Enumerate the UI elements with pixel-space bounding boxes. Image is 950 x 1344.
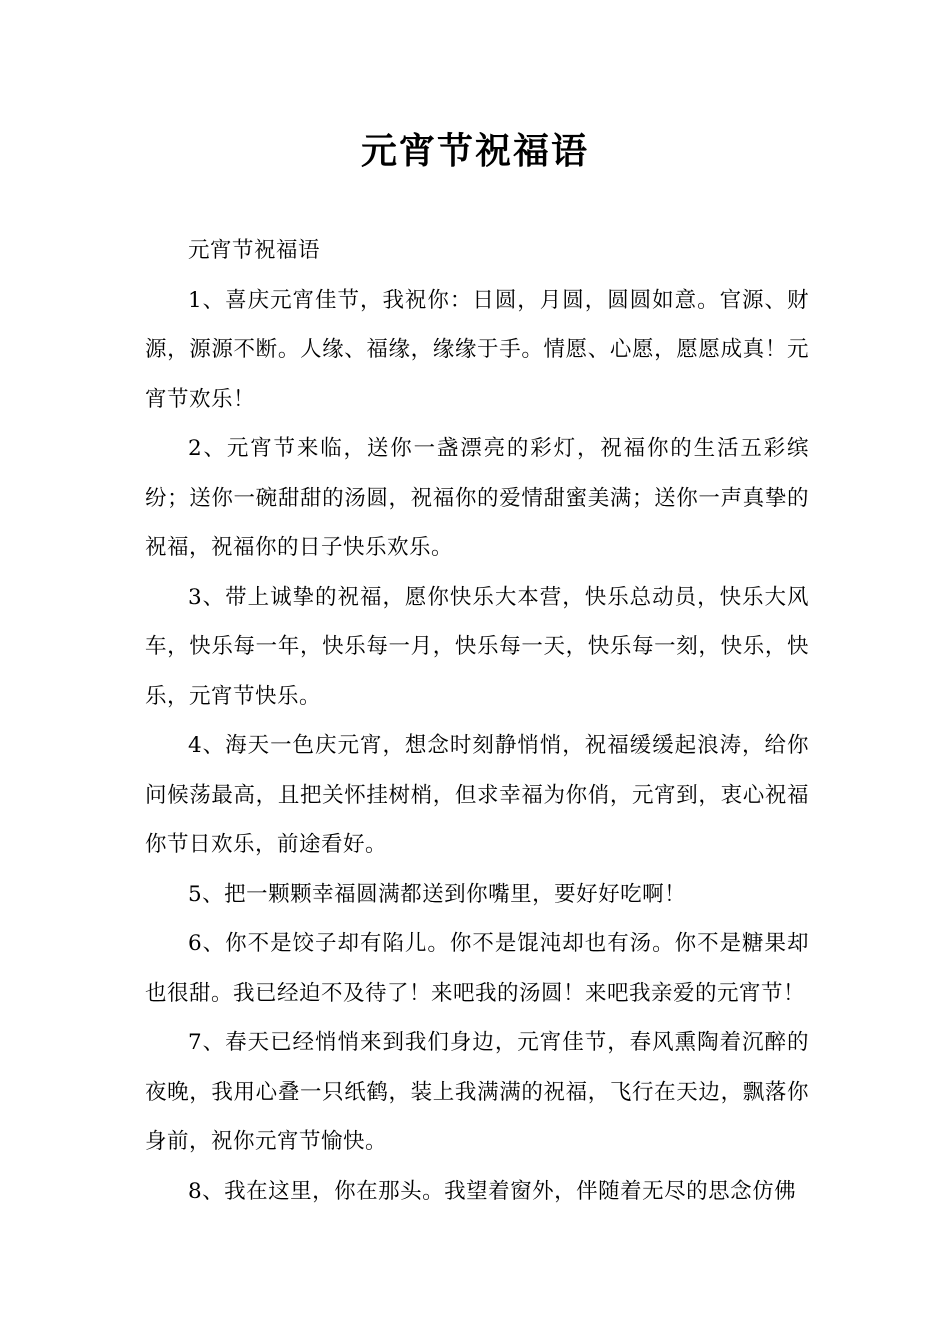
paragraph-item-6: 6、你不是饺子却有陷儿。你不是馄沌却也有汤。你不是糖果却也很甜。我已经迫不及待了！来吧我的汤圆！来吧我亲爱的元宵节！ — [145, 931, 809, 1006]
paragraph-item-5: 5、把一颗颗幸福圆满都送到你嘴里，要好好吃啊！ — [188, 881, 687, 907]
paragraph-item-2: 2、元宵节来临，送你一盏漂亮的彩灯，祝福你的生活五彩缤纷；送你一碗甜甜的汤圆，祝福你的爱情甜蜜美满；送你一声真挚的祝福，祝福你的日子快乐欢乐。 — [145, 436, 809, 560]
paragraph-item-1: 1、喜庆元宵佳节，我祝你：日圆，月圆，圆圆如意。官源、财源，源源不断。人缘、福缘，缘缘于手。情愿、心愿，愿愿成真！元宵节欢乐！ — [145, 287, 809, 412]
paragraph-item-7: 7、春天已经悄悄来到我们身边，元宵佳节，春风熏陶着沉醉的夜晚，我用心叠一只纸鹤，装上我满满的祝福，飞行在天边，飘落你身前，祝你元宵节愉快。 — [145, 1030, 809, 1154]
document-body — [145, 226, 809, 1216]
paragraph-item-3: 3、带上诚挚的祝福，愿你快乐大本营，快乐总动员，快乐大风车，快乐每一年，快乐每一月，快乐每一天，快乐每一刻，快乐，快乐，元宵节快乐。 — [145, 584, 809, 709]
document-title: 元宵节祝福语 — [360, 131, 589, 172]
paragraph-item-8: 8、我在这里，你在那头。我望着窗外，伴随着无尽的思念仿佛 — [188, 1178, 797, 1204]
paragraph-heading: 元宵节祝福语 — [188, 238, 321, 263]
paragraph-item-4: 4、海天一色庆元宵，想念时刻静悄悄，祝福缓缓起浪涛，给你问候荡最高，且把关怀挂树梢，但求幸福为你俏，元宵到，衷心祝福你节日欢乐，前途看好。 — [145, 733, 809, 857]
